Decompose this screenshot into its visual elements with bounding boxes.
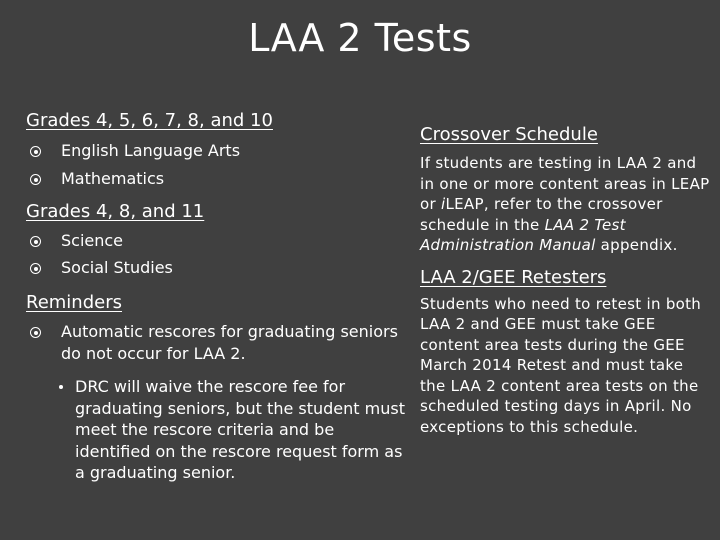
reminders-heading: Reminders xyxy=(26,292,122,313)
reminder-text: Automatic rescores for graduating seniors do not occur for LAA 2. xyxy=(61,322,398,363)
grades-4-8-11-list xyxy=(26,231,406,278)
retesters-heading: LAA 2/GEE Retesters xyxy=(420,266,607,288)
list-item xyxy=(26,141,406,161)
right-column xyxy=(420,124,710,437)
left-column xyxy=(26,110,406,484)
list-item xyxy=(26,169,406,189)
list-item xyxy=(26,321,406,364)
retesters-text: Students who need to retest in both LAA 2 and GEE must take GEE content area tests during the GEE March 2014 Retest and must take the LAA 2 content area tests on the scheduled testing days in April. No exceptions to this schedule. xyxy=(420,294,702,436)
dot-bullet-icon xyxy=(59,385,63,389)
slide-title: LAA 2 Tests xyxy=(248,16,472,60)
mathematics: Mathematics xyxy=(61,169,165,188)
circle-bullet-icon xyxy=(30,174,41,185)
reminder-subtext: DRC will waive the rescore fee for graduating seniors, but the student must meet the rescore criteria and be identified on the rescore request form as a graduating senior. xyxy=(75,377,405,482)
list-item xyxy=(26,258,406,278)
circle-bullet-icon xyxy=(30,236,41,247)
sub-list-item xyxy=(26,376,406,484)
social-studies: Social Studies xyxy=(61,258,173,277)
grades-4-8-11-heading: Grades 4, 8, and 11 xyxy=(26,201,205,222)
science: Science xyxy=(61,231,124,250)
circle-bullet-icon xyxy=(30,146,41,157)
crossover-text: If students are testing in LAA 2 and in one or more content areas in LEAP or iLEAP, refer to the crossover schedule in the LAA 2 Test Administration Manual appendix. xyxy=(420,154,710,254)
circle-bullet-icon xyxy=(30,327,41,338)
english-language-arts: English Language Arts xyxy=(61,141,241,160)
circle-bullet-icon xyxy=(30,263,41,274)
reminders-list xyxy=(26,321,406,484)
grades-4-10-heading: Grades 4, 5, 6, 7, 8, and 10 xyxy=(26,110,273,131)
grades-4-10-list xyxy=(26,141,406,189)
crossover-heading: Crossover Schedule xyxy=(420,124,598,145)
list-item xyxy=(26,231,406,251)
